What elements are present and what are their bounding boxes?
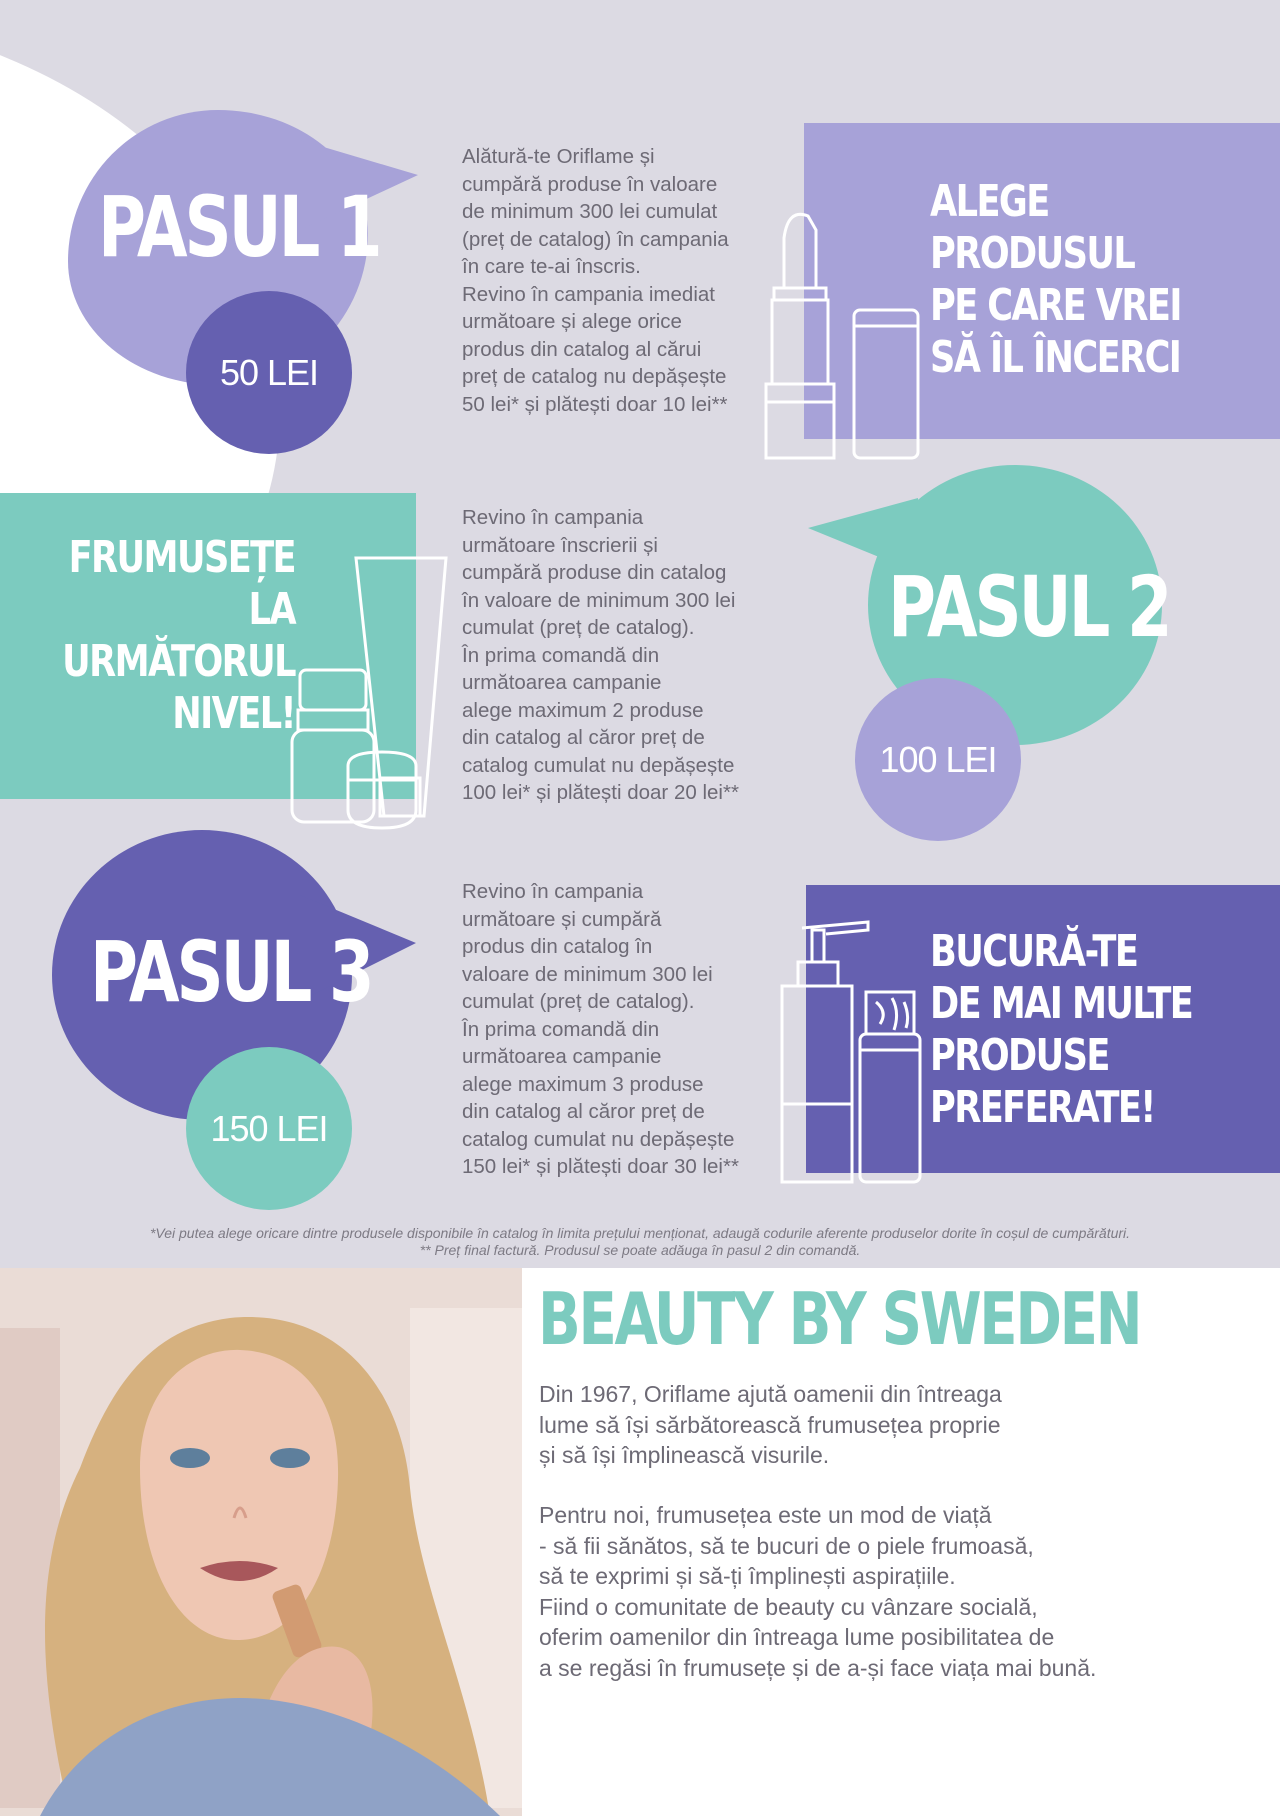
step-1-title: PASUL 1 bbox=[98, 178, 380, 276]
woman-applying-lipstick-illustration bbox=[0, 1268, 522, 1816]
step-1-panel-heading: ALEGE PRODUSUL PE CARE VREI SĂ ÎL ÎNCERCI bbox=[930, 176, 1181, 383]
step-3-description: Revino în campania următoare și cumpără produs din catalog în valoare de minimum 300 lei cumulat (preț de catalog). În prima comandă din următoarea campanie alege maximum 3 produse din catalog al căror preț de catalog cumulat nu depășește 150 lei* și plătești doar 30 lei** bbox=[462, 880, 739, 1178]
model-photo bbox=[0, 1268, 522, 1816]
beauty-paragraph-2: Pentru noi, frumusețea este un mod de viață - să fii sănătos, să te bucuri de o piele frumoasă, să te exprimi și să-ți împlinești aspirațiile. Fiind o comunitate de beauty cu vânzare socială, oferim oamenilor din întreaga lume posibilitatea de a se regăsi în frumusețe și de a-și face viața mai bună. bbox=[539, 1502, 1097, 1681]
step-2-price-badge: 100 LEI bbox=[855, 678, 1021, 841]
pump-bottle-icon bbox=[776, 912, 926, 1194]
step-3-price-badge: 150 LEI bbox=[186, 1047, 352, 1210]
beauty-title: BEAUTY BY SWEDEN bbox=[538, 1277, 1141, 1361]
step-2-panel-heading: FRUMUSEȚE LA URMĂTORUL NIVEL! bbox=[62, 532, 295, 739]
step-3-panel-heading: BUCURĂ-TE DE MAI MULTE PRODUSE PREFERATE! bbox=[930, 926, 1193, 1133]
beauty-paragraph-1: Din 1967, Oriflame ajută oamenii din întreaga lume să își sărbătorească frumusețea proprie și să își împlinească visurile. bbox=[539, 1381, 1002, 1468]
step-3-title: PASUL 3 bbox=[90, 923, 372, 1021]
footnote-1: *Vei putea alege oricare dintre produsele disponibile în catalog în limita prețului menționat, adaugă codurile aferente produselor dorite în coșul de cumpărături. bbox=[149, 1225, 1131, 1241]
lipstick-icon bbox=[760, 208, 930, 466]
footnote-2: ** Preț final factură. Produsul se poate adăuga în pasul 2 din comandă. bbox=[419, 1242, 861, 1258]
step-1-description: Alătură-te Oriflame și cumpără produse în valoare de minimum 300 lei cumulat (preț de catalog) în campania în care te-ai înscris. Revino în campania imediat următoare și alege orice produs din catalog al cărui preț de catalog nu depășește 50 lei* și plătești doar 10 lei** bbox=[462, 145, 729, 416]
cosmetics-set-icon bbox=[284, 548, 456, 830]
step-2-title: PASUL 2 bbox=[888, 558, 1170, 656]
step-1-price-badge: 50 LEI bbox=[186, 291, 352, 454]
step-2-description: Revino în campania următoare înscrierii și cumpără produse din catalog în valoare de minimum 300 lei cumulat (preț de catalog). În prima comandă din următoarea campanie alege maximum 2 produse din catalog al căror preț de catalog cumulat nu depășește 100 lei* și plătești doar 20 lei** bbox=[462, 506, 739, 804]
